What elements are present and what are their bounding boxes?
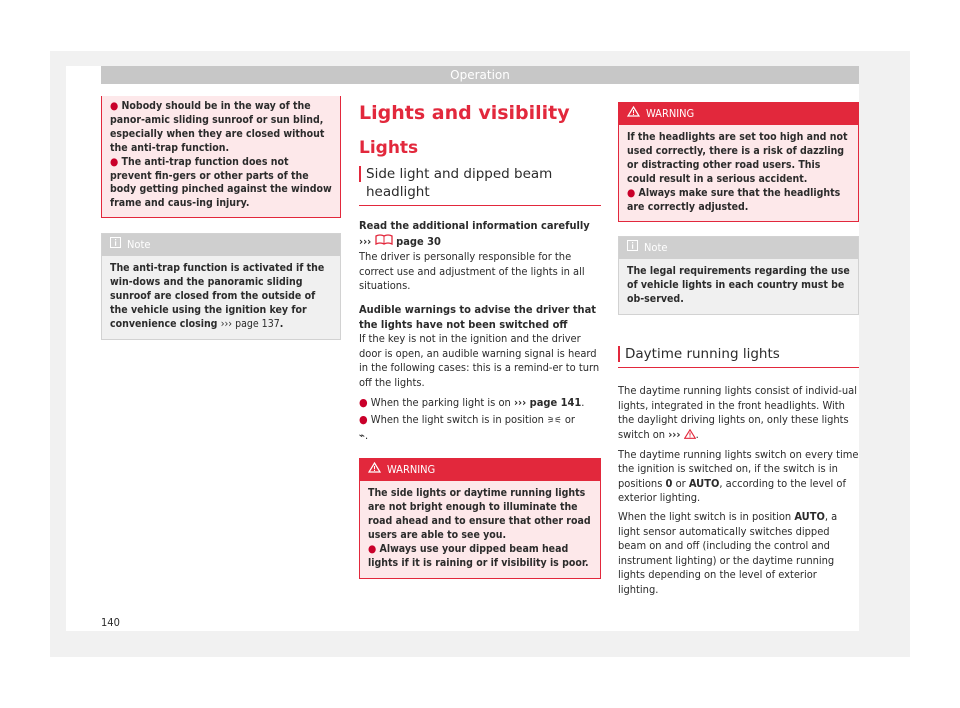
column-1 xyxy=(101,96,341,340)
dipped-beam-icon: ⌁ xyxy=(359,428,365,442)
paragraph: The daytime running lights switch on every time the ignition is switched on, if the switch is in positions 0 or AUTO, according to the level of exterior lighting. xyxy=(618,447,859,505)
subheading: Audible warnings to advise the driver that the lights have not been switched off xyxy=(359,302,597,331)
warning-box xyxy=(359,458,601,578)
warning-box xyxy=(618,102,859,222)
switch-position-auto: AUTO xyxy=(688,476,720,490)
column-2 xyxy=(359,101,601,579)
warning-box-continued xyxy=(101,96,341,218)
warning-triangle-icon xyxy=(684,429,696,444)
warning-bullet: ● The anti-trap function does not prevent fin-gers or other parts of the body getting pinched against the window frame and caus-ing injury. xyxy=(110,155,332,210)
switch-position-0: 0 xyxy=(665,476,673,490)
side-light-icon: ⚞⚟ xyxy=(547,416,562,427)
bullet-icon: ● xyxy=(368,542,380,555)
note-header: Note xyxy=(619,237,858,259)
paragraph: If the key is not in the ignition and the driver door is open, an audible warning signal is heard in the following cases: this is a remind-er to turn off the lights. xyxy=(359,332,600,389)
subsection-heading: Side light and dipped beam headlight xyxy=(359,165,601,206)
warning-bullet: ● Nobody should be in the way of the panor-amic sliding sunroof or sun blind, especially when they are closed without the anti-trap function. xyxy=(110,100,325,154)
paragraph: The driver is personally responsible for the correct use and adjustment of the lights in all situations. xyxy=(359,250,585,293)
book-icon xyxy=(375,234,393,250)
page-ref-link[interactable]: ››› page 141 xyxy=(513,395,582,409)
bullet-icon: ● xyxy=(110,100,122,112)
list-item: ● When the parking light is on ››› page 141. xyxy=(359,395,585,409)
subsection-heading: Daytime running lights xyxy=(618,345,859,368)
bullet-icon: ● xyxy=(627,186,639,199)
warning-bullet: ● Always use your dipped beam head lights if it is raining or if visibility is poor. xyxy=(368,542,589,569)
warning-bullet: ● Always make sure that the headlights are correctly adjusted. xyxy=(627,186,841,213)
note-box: Note The anti-trap function is activated if the win-dows and the panoramic sliding sunroof are closed from the outside of the vehicle using the ignition key for convenience closing ››› page 137. xyxy=(101,233,341,340)
bullet-icon: ● xyxy=(359,413,371,427)
page-ref-link[interactable]: ››› page 137 xyxy=(220,317,280,330)
bullet-icon: ● xyxy=(359,395,371,409)
warning-header: WARNING xyxy=(619,103,858,125)
chapter-heading: Lights and visibility xyxy=(359,102,570,124)
warning-header: WARNING xyxy=(360,459,600,481)
page-number: 140 xyxy=(101,616,120,629)
warning-triangle-icon xyxy=(627,103,640,125)
page-ref-link[interactable]: ››› xyxy=(668,427,681,441)
read-more-text: Read the additional information carefully ››› page 30 xyxy=(359,219,590,248)
info-icon xyxy=(110,234,121,256)
list-item: ● When the light switch is in position ⚞⚟ or ⌁. xyxy=(359,413,575,442)
note-box xyxy=(618,236,859,315)
note-text: The legal requirements regarding the use of vehicle lights in each country must be ob-served. xyxy=(627,265,850,306)
paragraph: The daytime running lights consist of individ-ual lights, integrated in the front headlights. With the daylight driving lights on, only these lights switch on ››› . xyxy=(618,384,859,443)
warning-triangle-icon xyxy=(368,459,381,481)
warning-text: If the headlights are set too high and not used correctly, there is a risk of dazzling or distracting other road users. This could result in a serious accident. xyxy=(627,131,848,185)
switch-position-auto: AUTO xyxy=(794,509,825,523)
note-header: Note xyxy=(102,234,340,256)
note-text: The anti-trap function is activated if the win-dows and the panoramic sliding sunroof are closed from the outside of the vehicle using the ignition key for convenience closing xyxy=(110,262,325,330)
bullet-icon: ● xyxy=(110,155,122,168)
warning-text: The side lights or daytime running lights are not bright enough to illuminate the road ahead and to ensure that other road users are able to see you. xyxy=(368,487,591,542)
column-3 xyxy=(618,102,859,597)
section-header: Operation xyxy=(101,66,859,84)
info-icon xyxy=(627,237,638,259)
section-heading: Lights xyxy=(359,138,419,158)
page-ref-link[interactable]: page 30 xyxy=(396,234,441,248)
paragraph: When the light switch is in position AUTO, a light sensor automatically switches dipped beam on and off (including the control and instrument lighting) or the daytime running lights depending on the level of exterior lighting. xyxy=(618,509,838,596)
